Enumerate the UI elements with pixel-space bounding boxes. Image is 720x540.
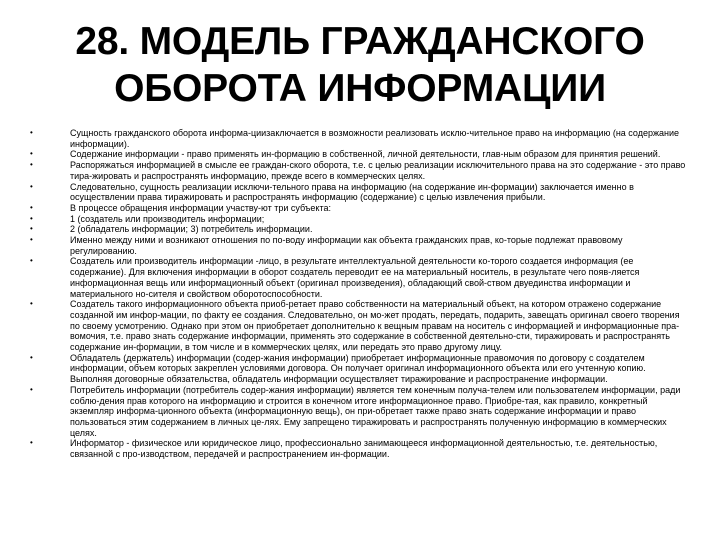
list-item-text: Содержание информации - право применять ин-формацию в собственной, личной деятельности, глав-ным образом для принятия решений. [70,149,661,160]
bullet-icon: • [30,202,33,212]
bullet-icon: • [30,384,33,394]
bullet-icon: • [30,256,33,266]
list-item [30,203,690,214]
list-item-text: Создатель такого информационного объекта приоб-ретает право собственности на материальный объект, на котором отражено содержание созданной им инфор-мации, по факту ее создания. Следовательно, он мо-жет продать, передать, подарить, завещать оригинал своего творения по своему усмотрению. Однако при этом он приобретает дополнительно к вещным правам на носитель с информацией и информационные пра-вомочия, т.е. право знать содержание информации, применять это содержание в собственной деятельно-сти, тиражировать и распространять содержание ин-формации, в том числе и в коммерческих целях, или передать это право другому лицу. [70,299,680,353]
bullet-icon: • [30,438,33,448]
list-item [30,235,690,256]
list-item [30,214,690,225]
bullet-icon: • [30,160,33,170]
bullet-icon: • [30,181,33,191]
list-item-text: Информатор - физическое или юридическое лицо, профессионально занимающееся информационной деятельностью, т.е. деятельностью, связанной с про-изводством, передачей и распространением ин-формации. [70,438,658,460]
bullet-icon: • [30,352,33,362]
content-list [30,128,690,460]
list-item-text: Распоряжаться информацией в смысле ее граждан-ского оборота, т.е. с целью реализации исключительного права на это содержание - это право тира-жировать и распространять информацию, прежде всего в коммерческих целях. [70,160,686,181]
bullet-icon: • [30,149,33,159]
list-item-text: Сущность гражданского оборота информа-циизаключается в возможности реализовать исклю-чительное право на информацию (на содержание информации). [70,128,679,149]
list-item [30,256,690,299]
list-item-text: 2 (обладатель информации; 3) потребитель информации. [70,224,313,235]
bullet-icon: • [30,235,33,245]
list-item [30,438,690,459]
list-item [30,128,690,149]
list-item [30,149,690,160]
list-item-text: Потребитель информации (потребитель содер-жания информации) является тем конечным получа-телем или пользователем информации, ради соблю-дения прав которого на информацию и строится в конечном итоге информационное право. Приобре-тая, как правило, конкретный экземпляр информа-ционного объекта (информационную вещь), он при-обретает также право знать содержание информации и право пользоваться этим содержанием в личных це-лях. Ему запрещено тиражировать и распространять полученную информацию в коммерческих целях. [70,384,681,438]
slide-title [0,18,720,112]
list-item-text: Следовательно, сущность реализации исключи-тельного права на информацию (на содержание ин-формации) заключается именно в осуществлении права тиражировать и распространять информацию (содержание) с целью извлечения прибыли. [70,181,634,203]
list-item-text: 1 (создатель или производитель информации; [70,213,265,224]
list-item [30,385,690,439]
list-item [30,160,690,181]
bullet-icon: • [30,224,33,234]
slide-title-line-2: ОБОРОТА ИНФОРМАЦИИ [114,67,606,110]
list-item [30,224,690,235]
list-item [30,182,690,203]
list-item-text: Обладатель (держатель) информации (содер-жания информации) приобретает информационные правомочия по договору с создателем информации, объем которых закреплен условиями договора. Он получает оригинал информационного объекта или его учтенную копию. Выполняя договорные обязательства, обладатель информации осуществляет тиражирование и распространение информации. [70,352,646,385]
bullet-icon: • [30,299,33,309]
bullet-icon: • [30,213,33,223]
list-item [30,353,690,385]
list-item-text: Именно между ними и возникают отношения по по-воду информации как объекта гражданских прав, ко-торые подлежат правовому регулированию. [70,235,623,256]
slide-title-line-1: 28. МОДЕЛЬ ГРАЖДАНСКОГО [75,20,645,63]
list-item-text: Создатель или производитель информации -лицо, в результате интеллектуальной деятельности ко-торого создается информация (ее содержание). Для включения информации в оборот создатель переводит ее на материальный носитель, в результате чего появ-ляется информационная вещь или информационный объект (оригинал произведения), обладающий свой-ством двуединства информации и материального но-сителя и свойством оборотоспособности. [70,256,640,299]
list-item [30,299,690,353]
list-item-text: В процессе обращения информации участву-ют три субъекта: [70,202,331,213]
bullet-icon: • [30,128,33,137]
